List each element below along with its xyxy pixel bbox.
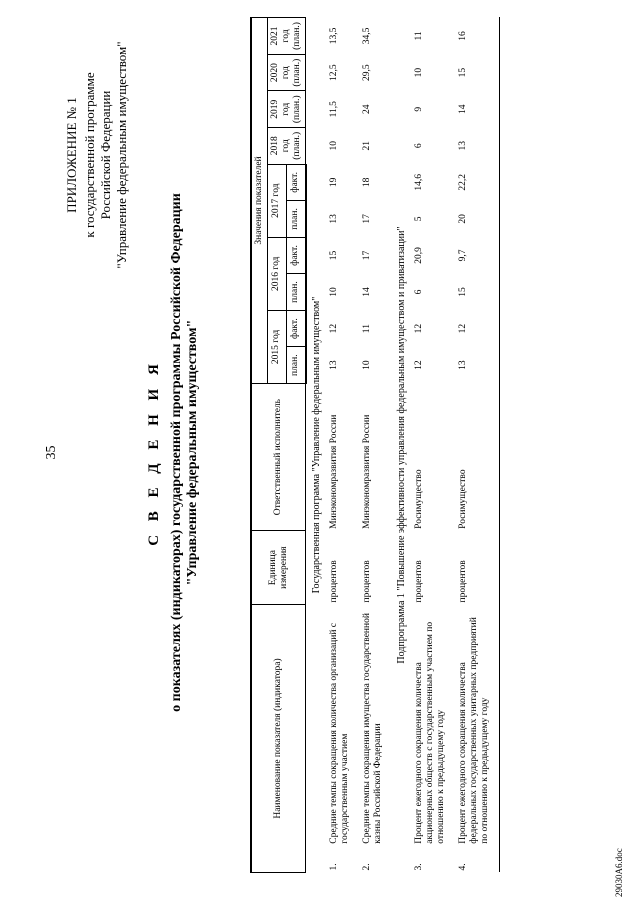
document-title: С В Е Д Е Н И Я xyxy=(146,359,162,546)
header-plan: план. xyxy=(286,347,305,384)
value-cell: 10 xyxy=(328,141,339,151)
header-executor: Ответственный исполнитель xyxy=(251,383,306,530)
value-cell: 15 xyxy=(455,54,500,91)
value-cell: 12 xyxy=(413,323,424,334)
header-unit: Единица измерения xyxy=(251,531,306,605)
value-cell: 19 xyxy=(328,177,339,188)
value-cell: 17 xyxy=(361,250,372,261)
value-cell: 12 xyxy=(413,360,424,370)
value-cell: 18 xyxy=(361,177,372,188)
indicator-executor: Минэкономразвития России xyxy=(361,414,372,529)
value-cell: 10 xyxy=(361,360,372,370)
document-subtitle xyxy=(169,0,201,905)
annex-note xyxy=(64,15,130,295)
row-number: 4. xyxy=(455,846,500,873)
document-subtitle-line: о показателях (индикаторах) государственной программы Российской Федерации xyxy=(169,193,184,712)
value-cell: 14,6 xyxy=(413,174,424,191)
table-row xyxy=(411,18,455,873)
indicator-executor: Минэкономразвития России xyxy=(328,414,339,529)
row-number: 1. xyxy=(328,863,339,871)
indicator-name: Средние темпы сокращения количества организаций с государственным участием xyxy=(328,622,350,844)
page-number: 35 xyxy=(44,445,59,460)
value-cell: 15 xyxy=(455,274,500,311)
header-fact: факт. xyxy=(286,310,305,347)
value-cell: 21 xyxy=(361,141,372,151)
value-cell: 22,2 xyxy=(455,164,500,201)
document-subtitle-line: "Управление федеральным имуществом" xyxy=(185,319,200,586)
annex-title: ПРИЛОЖЕНИЕ № 1 xyxy=(64,97,79,213)
header-name: Наименование показателя (индикатора) xyxy=(251,605,306,873)
value-cell: 24 xyxy=(361,104,372,114)
indicators-table xyxy=(250,17,500,873)
value-cell: 14 xyxy=(455,91,500,128)
value-cell: 13,5 xyxy=(328,27,339,45)
value-cell: 12,5 xyxy=(328,64,339,81)
table-row xyxy=(326,18,359,873)
value-cell: 13 xyxy=(328,214,339,224)
file-stamp: 29030А6.doc xyxy=(614,848,624,897)
value-cell: 5 xyxy=(413,216,424,222)
value-cell: 10 xyxy=(328,287,339,297)
indicator-unit: процентов xyxy=(413,560,424,603)
value-cell: 11 xyxy=(413,31,424,41)
annex-line: "Управление федеральным имуществом" xyxy=(114,41,129,269)
indicator-executor: Росимущество xyxy=(413,469,424,529)
section-heading: Подпрограмма 1 "Повышение эффективности управления федеральным имуществом и приватизации" xyxy=(395,226,407,664)
value-cell: 6 xyxy=(413,289,424,295)
indicator-name: Средние темпы сокращения имущества государственной казны Российской Федерации xyxy=(361,613,383,844)
value-cell: 10 xyxy=(413,67,424,78)
value-cell: 16 xyxy=(455,18,500,55)
header-year: 2019 год (план.) xyxy=(268,91,306,128)
row-number: 3. xyxy=(413,863,424,871)
annex-line: Российской Федерации xyxy=(98,90,113,220)
value-cell: 34,5 xyxy=(361,27,372,45)
header-plan: план. xyxy=(286,201,305,238)
value-cell: 14 xyxy=(361,287,372,297)
table-row xyxy=(359,18,392,873)
row-number: 2. xyxy=(361,863,372,871)
value-cell: 13 xyxy=(455,128,500,165)
value-cell: 29,5 xyxy=(361,64,372,81)
indicator-unit: процентов xyxy=(361,560,372,603)
value-cell: 20 xyxy=(455,201,500,238)
section-heading: Государственная программа "Управление федеральным имуществом" xyxy=(310,296,322,594)
header-values-group: Значения показателей xyxy=(251,18,268,384)
header-plan: план. xyxy=(286,274,305,311)
indicator-unit: процентов xyxy=(328,560,339,603)
indicator-name: Процент ежегодного сокращения количества федеральных государственных унитарных предприятий по отношению к предыдущему году xyxy=(455,605,500,846)
value-cell: 13 xyxy=(455,347,500,384)
value-cell: 17 xyxy=(361,214,372,224)
header-fact: факт. xyxy=(286,164,305,201)
value-cell: 13 xyxy=(328,360,339,370)
header-year: 2020 год (план.) xyxy=(268,54,306,91)
header-year: 2015 год xyxy=(268,310,287,383)
indicator-executor: Росимущество xyxy=(455,383,500,530)
header-year: 2016 год xyxy=(268,237,287,310)
indicator-name: Процент ежегодного сокращения количества акционерных обществ с государственным участием по отношению к предыдущему году xyxy=(413,621,446,844)
value-cell: 11 xyxy=(361,324,372,334)
value-cell: 12 xyxy=(455,310,500,347)
header-year: 2018 год (план.) xyxy=(268,128,306,165)
header-fact: факт. xyxy=(286,237,305,274)
header-year: 2017 год xyxy=(268,164,287,237)
document-title-block xyxy=(146,0,201,905)
value-cell: 20,9 xyxy=(413,247,424,264)
table-row xyxy=(455,18,500,873)
value-cell: 9,7 xyxy=(455,237,500,274)
header-year: 2021 год (план.) xyxy=(268,18,306,55)
indicator-unit: процентов xyxy=(455,531,500,605)
value-cell: 9 xyxy=(413,106,424,112)
value-cell: 15 xyxy=(328,250,339,261)
value-cell: 12 xyxy=(328,323,339,334)
value-cell: 6 xyxy=(413,143,424,149)
value-cell: 11,5 xyxy=(328,101,339,118)
annex-line: к государственной программе xyxy=(82,72,97,238)
